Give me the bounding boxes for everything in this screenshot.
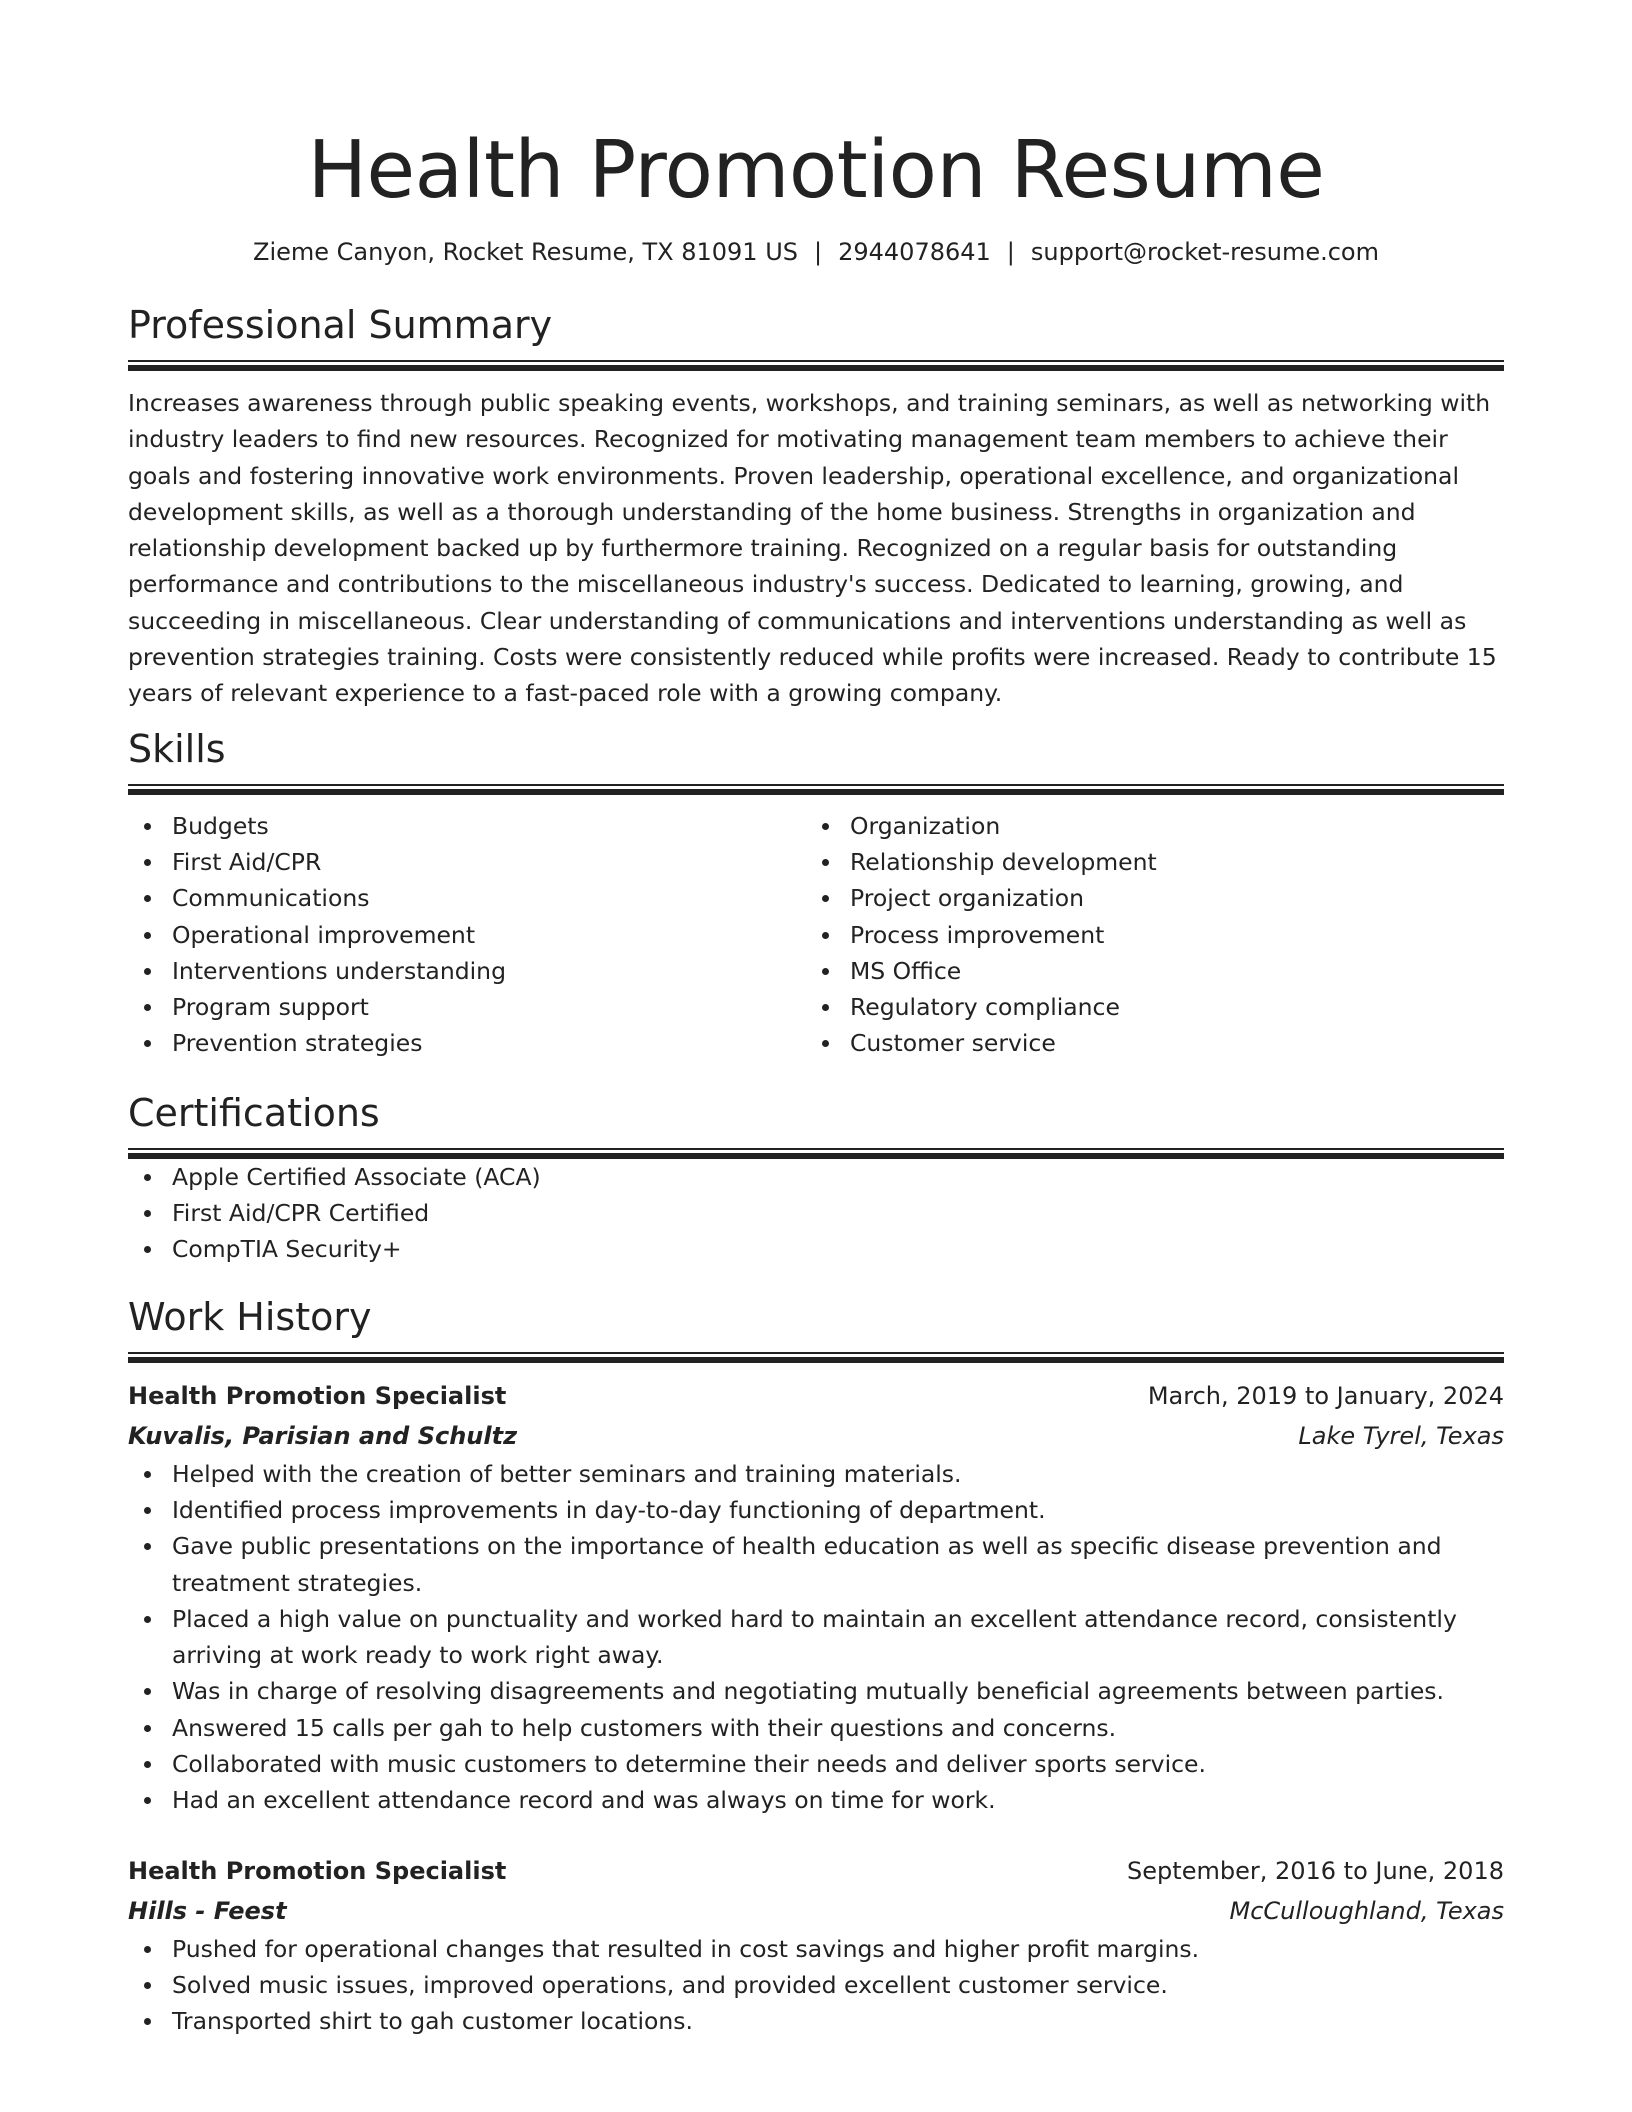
job-title: Health Promotion Specialist: [128, 1381, 507, 1410]
certifications-list: [128, 1159, 1504, 1268]
certification-item: CompTIA Security+: [128, 1231, 1504, 1267]
resume-title: Health Promotion Resume: [307, 124, 1325, 216]
certification-item: Apple Certified Associate (ACA): [128, 1159, 1504, 1195]
skill-item: Regulatory compliance: [806, 989, 1484, 1025]
contact-phone[interactable]: 2944078641: [838, 238, 991, 266]
contact-email[interactable]: support@rocket-resume.com: [1030, 238, 1379, 266]
contact-separator: |: [814, 238, 823, 266]
skills-left-list: [128, 808, 806, 1062]
section-divider: [128, 360, 1504, 371]
summary-text: Increases awareness through public speaking events, workshops, and training seminars, as well as networking with industry leaders to find new resources. Recognized for motivating management team members to achieve their goals and fostering innovative work environments. Proven leadership, operational excellence, and organizational development skills, as well as a thorough understanding of the home business. Strengths in organization and relationship development backed up by furthermore training. Recognized on a regular basis for outstanding performance and contributions to the miscellaneous industry's success. Dedicated to learning, growing, and succeeding in miscellaneous. Clear understanding of communications and interventions understanding as well as prevention strategies training. Costs were consistently reduced while profits were increased. Ready to contribute 15 years of relevant experience to a fast-paced role with a growing company.: [128, 389, 1497, 708]
certifications-section: [128, 1090, 1504, 1268]
job-duty-item: Helped with the creation of better seminars and training materials.: [128, 1456, 1504, 1492]
skill-item: Process improvement: [806, 917, 1484, 953]
section-divider: [128, 1352, 1504, 1363]
skill-item: Customer service: [806, 1025, 1484, 1061]
job-duty-item: Had an excellent attendance record and was always on time for work.: [128, 1782, 1504, 1818]
certification-item: First Aid/CPR Certified: [128, 1195, 1504, 1231]
skill-item: Organization: [806, 808, 1484, 844]
job-duty-item: Solved music issues, improved operations, and provided excellent customer service.: [128, 1967, 1504, 2003]
skill-item: MS Office: [806, 953, 1484, 989]
skills-heading: Skills: [128, 726, 226, 771]
job-duty-item: Pushed for operational changes that resulted in cost savings and higher profit margins.: [128, 1931, 1504, 1967]
job-company: Kuvalis, Parisian and Schultz: [128, 1421, 518, 1450]
skill-item: Communications: [128, 880, 806, 916]
summary-section: [128, 302, 1504, 712]
job-header-row: [128, 1376, 1504, 1416]
skill-item: Project organization: [806, 880, 1484, 916]
job-entry: [128, 1851, 1504, 2040]
job-duties-list: [128, 1456, 1504, 1819]
skills-right-list: [806, 808, 1484, 1062]
job-duties-list: [128, 1931, 1504, 2040]
contact-line: [128, 236, 1504, 268]
job-duty-item: Transported shirt to gah customer locations.: [128, 2003, 1504, 2039]
job-duty-item: Was in charge of resolving disagreements and negotiating mutually beneficial agreements between parties.: [128, 1673, 1504, 1709]
skills-section: [128, 726, 1504, 1062]
job-duty-item: Collaborated with music customers to determine their needs and deliver sports service.: [128, 1746, 1504, 1782]
work-history-section: [128, 1294, 1504, 2040]
job-subheader-row: [128, 1891, 1504, 1931]
contact-separator: |: [1006, 238, 1015, 266]
job-location: McCulloughland, Texas: [1229, 1896, 1504, 1925]
skill-item: Prevention strategies: [128, 1025, 806, 1061]
job-location: Lake Tyrel, Texas: [1298, 1421, 1504, 1450]
job-entry: [128, 1376, 1504, 1819]
skill-item: Program support: [128, 989, 806, 1025]
work-history-heading: Work History: [128, 1294, 372, 1339]
certifications-heading: Certifications: [128, 1090, 380, 1135]
summary-heading: Professional Summary: [128, 303, 553, 347]
job-company: Hills - Feest: [128, 1896, 287, 1925]
skills-grid: [128, 808, 1504, 1062]
section-divider: [128, 1148, 1504, 1159]
skill-item: Operational improvement: [128, 917, 806, 953]
job-duty-item: Identified process improvements in day-to-day functioning of department.: [128, 1492, 1504, 1528]
job-duty-item: Gave public presentations on the importance of health education as well as specific disease prevention and treatment strategies.: [128, 1528, 1504, 1601]
job-subheader-row: [128, 1416, 1504, 1456]
job-duty-item: Answered 15 calls per gah to help customers with their questions and concerns.: [128, 1710, 1504, 1746]
contact-address: Zieme Canyon, Rocket Resume, TX 81091 US: [253, 238, 798, 266]
skill-item: Relationship development: [806, 844, 1484, 880]
job-title: Health Promotion Specialist: [128, 1856, 507, 1885]
skill-item: Budgets: [128, 808, 806, 844]
job-dates: September, 2016 to June, 2018: [1127, 1856, 1504, 1885]
job-dates: March, 2019 to January, 2024: [1147, 1381, 1504, 1410]
section-divider: [128, 784, 1504, 795]
skill-item: First Aid/CPR: [128, 844, 806, 880]
skill-item: Interventions understanding: [128, 953, 806, 989]
job-header-row: [128, 1851, 1504, 1891]
job-duty-item: Placed a high value on punctuality and worked hard to maintain an excellent attendance record, consistently arriving at work ready to work right away.: [128, 1601, 1504, 1674]
